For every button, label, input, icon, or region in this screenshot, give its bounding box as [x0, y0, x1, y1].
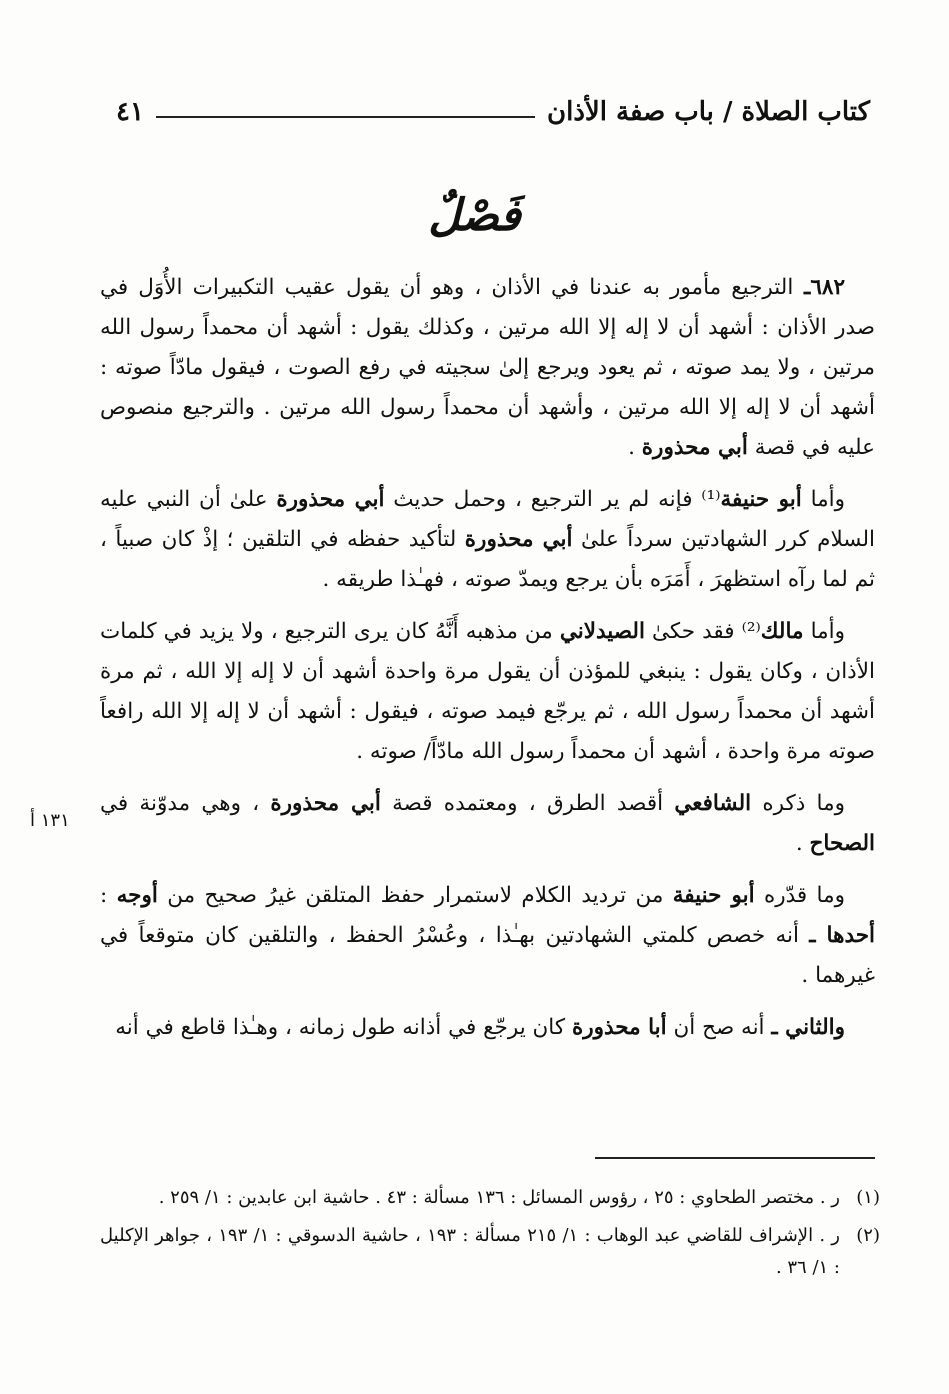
footnotes [100, 1182, 880, 1290]
text-run: . [795, 831, 810, 856]
text-run: : [100, 883, 117, 908]
text-run: أنه خصص كلمتي الشهادتين بهـٰذا ، وعُسْرُ الحفظ ، والتلقين كان متوقعاً في غيرهما . [100, 923, 875, 988]
text-run: من مذهبه أَنَّهُ كان يرى الترجيع ، ولا يزيد في كلمات الأذان ، وكان يقول : ينبغي للمؤذن أن يقول مرة واحدة أشهد أن لا إله إلا الله ، ثم مرة أشهد أن محمداً رسول الله ، ثم يرجّع فيمد صوته ، فيقول : أشهد أن لا إله إلا الله رافعاً صوته مرة واحدة ، أشهد أن محمداً رسول الله مادّاً/ صوته . [100, 619, 875, 764]
text-run: ⁽¹⁾ فإنه لم ير الترجيع ، وحمل حديث [384, 487, 721, 512]
bold-term: الصحاح [809, 831, 875, 856]
bold-term: أبي محذورة [641, 435, 748, 460]
paragraph [100, 480, 875, 600]
text-run: ⁽²⁾ فقد حكىٰ [644, 619, 761, 644]
text-run: وما ذكره [751, 791, 845, 816]
bold-term: أبي محذورة [276, 487, 385, 512]
header-title: كتاب الصلاة / باب صفة الأذان [547, 97, 870, 127]
bold-term: أبو حنيفة [672, 883, 755, 908]
footnote-rule [595, 1157, 875, 1159]
header-rule [156, 116, 535, 118]
margin-folio-note: ١٣١ أ [30, 810, 70, 831]
bold-term: مالك [760, 619, 804, 644]
footnote-text: ر . الإشراف للقاضي عبد الوهاب : ١/ ٢١٥ مسألة : ١٩٣ ، حاشية الدسوقي : ١/ ١٩٣ ، جواهر الإكليل : ١/ ٣٦ . [100, 1225, 840, 1278]
paragraph [100, 268, 875, 468]
footnote-mark: (٢) [856, 1225, 880, 1246]
text-run: علىٰ أن النبي عليه السلام كرر الشهادتين سرداً علىٰ [100, 487, 875, 552]
footnote [100, 1220, 880, 1284]
bold-term: أحدها ـ [809, 923, 875, 948]
text-run: ، وهي مدوّنة في [100, 791, 271, 816]
text-run: من ترديد الكلام لاستمرار حفظ المتلقن غيرُ صحيح من [157, 883, 673, 908]
text-run: . [628, 435, 642, 460]
bold-term: أبي محذورة [464, 527, 573, 552]
paragraph [100, 876, 875, 996]
bold-term: الشافعي [674, 791, 752, 816]
footnote [100, 1182, 880, 1214]
paragraph [100, 784, 875, 864]
main-text [100, 268, 875, 1060]
bold-term: أوجه [116, 883, 158, 908]
paragraph [100, 1008, 875, 1048]
text-run: وأما [803, 619, 845, 644]
footnote-text: ر . مختصر الطحاوي : ٢٥ ، رؤوس المسائل : ١٣٦ مسألة : ٤٣ . حاشية ابن عابدين : ١/ ٢٥٩ . [158, 1187, 840, 1208]
bold-term: والثاني ـ [771, 1015, 845, 1040]
section-heading: فَصْلٌ [428, 190, 521, 241]
text-run: الترجيع مأمور به عندنا في الأذان ، وهو أن يقول عقيب التكبيرات الأُوَل في صدر الأذان : أشهد أن لا إله إلا الله مرتين ، وكذلك يقول : أشهد أن محمداً رسول الله مرتين ، ولا يمد صوته ، ثم يعود ويرجع إلىٰ سجيته في رفع الصوت ، فيقول مادّاً صوته : أشهد أن لا إله إلا الله مرتين ، وأشهد أن محمداً رسول الله مرتين . والترجيع منصوص عليه في قصة [100, 275, 875, 460]
paragraph [100, 612, 875, 772]
bold-term: أبو حنيفة [720, 487, 802, 512]
bold-term: أبي محذورة [270, 791, 381, 816]
footnote-mark: (١) [856, 1187, 880, 1208]
text-run: وما قدّره [754, 883, 846, 908]
text-run: أقصد الطرق ، ومعتمده قصة [380, 791, 675, 816]
bold-term: أبا محذورة [571, 1015, 667, 1040]
text-run: أنه صح أن [666, 1015, 772, 1040]
text-run: لتأكيد حفظه في التلقين ؛ إذْ كان صبياً ، ثم لما رآه استظهرَ ، أَمَرَه بأن يرجع ويمدّ صوته ، فهـٰذا طريقه . [100, 527, 875, 592]
page-number: ٤١ [116, 97, 144, 127]
running-header [110, 92, 870, 132]
text-run: وأما [801, 487, 845, 512]
bold-term: الصيدلاني [559, 619, 645, 644]
text-run: كان يرجّع في أذانه طول زمانه ، وهـٰذا قاطع في أنه [115, 1015, 572, 1040]
bold-term: ٦٨٢ـ [793, 275, 845, 300]
